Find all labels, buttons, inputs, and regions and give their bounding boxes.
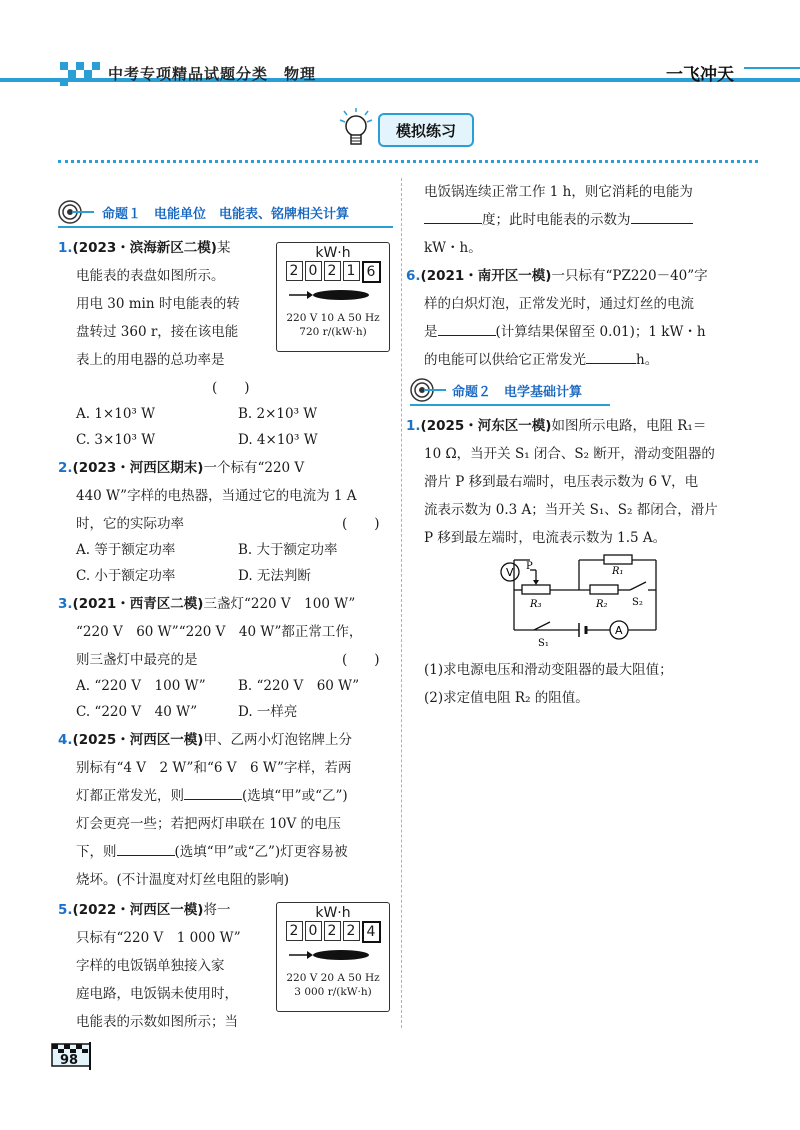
question-4-line-2: 别标有“4 V 2 W”和“6 V 6 W”字样，若两 bbox=[76, 760, 352, 776]
question-5-line-2: 只标有“220 V 1 000 W” bbox=[76, 930, 241, 946]
meter-digit: 1 bbox=[343, 261, 360, 281]
target-icon bbox=[58, 200, 96, 224]
option-c: C. “220 V 40 W” bbox=[76, 704, 198, 720]
option-c: C. 小于额定功率 bbox=[76, 568, 176, 584]
question-text: 度；此时电能表的示数为 bbox=[482, 212, 631, 228]
question-5-cont-1: 电饭锅连续正常工作 1 h，则它消耗的电能为 bbox=[424, 184, 693, 200]
option-c: C. 3×10³ W bbox=[76, 432, 156, 448]
column-divider bbox=[401, 178, 402, 1028]
question-5-cont-2 bbox=[424, 206, 693, 234]
answer-paren: ( ) bbox=[342, 516, 380, 532]
question-5 bbox=[58, 896, 230, 924]
meter-digits bbox=[277, 261, 389, 283]
question-source: (2021・南开区一模) bbox=[420, 268, 552, 284]
answer-blank bbox=[586, 347, 636, 364]
question-text: 甲、乙两小灯泡铭牌上分 bbox=[203, 732, 352, 748]
meter-dial-icon bbox=[277, 283, 389, 307]
question-5-line-3: 字样的电饭锅单独接入家 bbox=[76, 958, 225, 974]
question-text: 的电能可以供给它正常发光 bbox=[424, 352, 586, 368]
topic-2-heading: 命题２ 电学基础计算 bbox=[452, 385, 583, 400]
question-source: (2022・河西区一模) bbox=[72, 902, 204, 918]
question-text: 下，则 bbox=[76, 844, 117, 860]
question-4-line-3 bbox=[76, 782, 348, 810]
meter-digit: 6 bbox=[362, 261, 381, 283]
section-title: 模拟练习 bbox=[378, 113, 474, 147]
s1-label: S₁ bbox=[538, 638, 549, 649]
dotted-divider bbox=[58, 160, 758, 163]
option-b: B. “220 V 60 W” bbox=[238, 678, 360, 694]
question-text: (计算结果保留至 0.01)；1 kW・h bbox=[495, 324, 706, 340]
question-4 bbox=[58, 726, 352, 754]
meter-spec: 220 V 20 A 50 Hz bbox=[286, 972, 380, 984]
question-1-line-5: 表上的用电器的总功率是 bbox=[76, 352, 225, 368]
question-number: 6. bbox=[406, 268, 421, 284]
answer-blank bbox=[438, 319, 496, 336]
question-text: 如图所示电路，电阻 R₁＝ bbox=[551, 418, 707, 434]
question-4-line-6: 烧坏。(不计温度对灯丝电阻的影响) bbox=[76, 872, 290, 888]
question-4-line-5 bbox=[76, 838, 348, 866]
problem-1-line-2: 10 Ω，当开关 S₁ 闭合、S₂ 断开，滑动变阻器的 bbox=[424, 446, 715, 462]
question-4-line-4: 灯会更亮一些；若把两灯串联在 10V 的电压 bbox=[76, 816, 342, 832]
question-5-line-4: 庭电路，电饭锅未使用时， bbox=[76, 986, 238, 1002]
meter-spec: 720 r/(kW·h) bbox=[299, 326, 367, 338]
answer-blank bbox=[184, 783, 242, 800]
question-number: 3. bbox=[58, 596, 73, 612]
answer-paren: ( ) bbox=[342, 652, 380, 668]
question-text: 三盏灯“220 V 100 W” bbox=[203, 596, 356, 612]
question-2 bbox=[58, 454, 304, 482]
question-number: 5. bbox=[58, 902, 73, 918]
question-5-cont-3: kW・h。 bbox=[424, 240, 482, 256]
question-source: (2025・河西区一模) bbox=[72, 732, 204, 748]
question-1-line-2: 电能表的表盘如图所示。 bbox=[76, 268, 225, 284]
option-d: D. 4×10³ W bbox=[238, 432, 318, 448]
option-a: A. 1×10³ W bbox=[76, 406, 155, 422]
question-2-line-2: 440 W”字样的电热器，当通过它的电流为 1 A bbox=[76, 488, 357, 504]
answer-paren: ( ) bbox=[212, 380, 250, 396]
problem-1-line-3: 滑片 P 移到最右端时，电压表示数为 6 V，电 bbox=[424, 474, 699, 490]
meter-digit: 4 bbox=[362, 921, 381, 943]
question-text: (选填“甲”或“乙”) bbox=[242, 788, 348, 804]
question-3 bbox=[58, 590, 355, 618]
meter-digit: 2 bbox=[324, 921, 341, 941]
meter-dial-icon bbox=[277, 943, 389, 967]
r1-label: R₁ bbox=[612, 566, 624, 577]
topic-1-underline bbox=[58, 226, 393, 228]
question-1 bbox=[58, 234, 230, 262]
sub-question-1: (1)求电源电压和滑动变阻器的最大阻值； bbox=[424, 662, 673, 678]
energy-meter-figure bbox=[276, 902, 390, 1012]
meter-digit: 0 bbox=[305, 921, 322, 941]
meter-digit: 0 bbox=[305, 261, 322, 281]
meter-digit: 2 bbox=[286, 921, 303, 941]
question-source: (2025・河东区一模) bbox=[420, 418, 552, 434]
topic-1-heading: 命题１ 电能单位 电能表、铭牌相关计算 bbox=[102, 207, 350, 222]
meter-digit: 2 bbox=[324, 261, 341, 281]
energy-meter-figure bbox=[276, 242, 390, 352]
target-icon bbox=[410, 378, 448, 402]
question-3-line-3: 则三盏灯中最亮的是 bbox=[76, 652, 198, 668]
question-text: 一只标有“PZ220－40”字 bbox=[551, 268, 708, 284]
question-2-line-3: 时，它的实际功率 bbox=[76, 516, 184, 532]
question-text: h。 bbox=[636, 352, 659, 368]
option-d: D. 无法判断 bbox=[238, 568, 311, 584]
meter-unit: kW·h bbox=[315, 905, 351, 921]
question-text: 将一 bbox=[203, 902, 231, 918]
problem-1-line-5: P 移到最左端时，电流表示数为 1.5 A。 bbox=[424, 530, 667, 546]
meter-digits bbox=[277, 921, 389, 943]
question-6 bbox=[406, 262, 708, 290]
header-brand-logo: 一飞冲天 bbox=[666, 65, 734, 85]
option-a: A. “220 V 100 W” bbox=[76, 678, 206, 694]
question-text: 灯都正常发光，则 bbox=[76, 788, 184, 804]
ammeter-label: A bbox=[615, 624, 623, 637]
meter-spec: 220 V 10 A 50 Hz bbox=[286, 312, 380, 324]
question-1-line-4: 盘转过 360 r，接在该电能 bbox=[76, 324, 239, 340]
question-6-line-2: 样的白炽灯泡，正常发光时，通过灯丝的电流 bbox=[424, 296, 694, 312]
question-5-line-5: 电能表的示数如图所示；当 bbox=[76, 1014, 238, 1030]
problem-1 bbox=[406, 412, 706, 440]
question-number: 2. bbox=[58, 460, 73, 476]
answer-blank bbox=[424, 207, 482, 224]
answer-blank bbox=[117, 839, 175, 856]
answer-blank bbox=[631, 207, 693, 224]
sub-question-2: (2)求定值电阻 R₂ 的阻值。 bbox=[424, 690, 589, 706]
question-1-line-3: 用电 30 min 时电能表的转 bbox=[76, 296, 240, 312]
page-number: 98 bbox=[60, 1053, 79, 1068]
voltmeter-label: V bbox=[506, 566, 514, 579]
header-title: 中考专项精品试题分类 物理 bbox=[108, 65, 317, 83]
option-b: B. 大于额定功率 bbox=[238, 542, 338, 558]
meter-digit: 2 bbox=[343, 921, 360, 941]
question-text: 某 bbox=[216, 240, 231, 256]
r3-label: R₃ bbox=[530, 599, 542, 610]
question-6-line-3 bbox=[424, 318, 706, 346]
meter-digit: 2 bbox=[286, 261, 303, 281]
question-text: (选填“甲”或“乙”)灯更容易被 bbox=[174, 844, 348, 860]
question-number: 1. bbox=[58, 240, 73, 256]
question-source: (2023・河西区期末) bbox=[72, 460, 204, 476]
topic-2-underline bbox=[410, 404, 610, 406]
slider-label: P bbox=[526, 561, 533, 572]
question-source: (2023・滨海新区二模) bbox=[72, 240, 217, 256]
question-source: (2021・西青区二模) bbox=[72, 596, 204, 612]
problem-1-line-4: 流表示数为 0.3 A；当开关 S₁、S₂ 都闭合，滑片 bbox=[424, 502, 718, 518]
option-d: D. 一样亮 bbox=[238, 704, 298, 720]
option-b: B. 2×10³ W bbox=[238, 406, 318, 422]
question-text: 是 bbox=[424, 324, 438, 340]
question-number: 1. bbox=[406, 418, 421, 434]
r2-label: R₂ bbox=[596, 599, 608, 610]
meter-unit: kW·h bbox=[315, 245, 351, 261]
question-number: 4. bbox=[58, 732, 73, 748]
lightbulb-icon bbox=[336, 106, 376, 150]
question-3-line-2: “220 V 60 W”“220 V 40 W”都正常工作， bbox=[76, 624, 363, 640]
meter-spec: 3 000 r/(kW·h) bbox=[294, 986, 372, 998]
s2-label: S₂ bbox=[632, 597, 643, 608]
question-6-line-4 bbox=[424, 346, 658, 374]
option-a: A. 等于额定功率 bbox=[76, 542, 176, 558]
circuit-diagram bbox=[494, 550, 664, 650]
question-text: 一个标有“220 V bbox=[203, 460, 305, 476]
